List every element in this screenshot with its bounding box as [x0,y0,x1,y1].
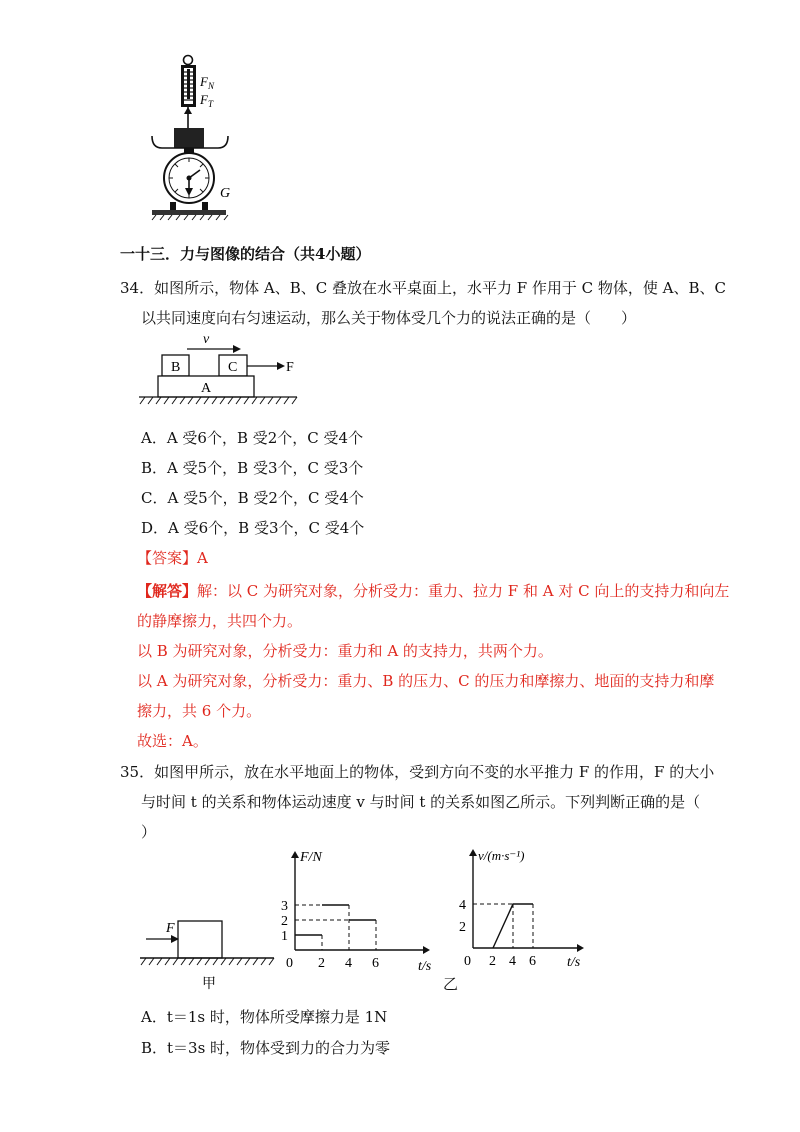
y-tick-label: 4 [459,898,466,913]
fig-jia [138,915,278,995]
y-axis-title: v/(m·s⁻¹) [478,848,525,863]
x-tick-label: 0 [464,954,471,969]
q34-stem-line1: 34．如图所示，物体 A、B、C 叠放在水平桌面上，水平力 F 作用于 C 物体，使 A、B、C [120,279,727,297]
chart-force-time [280,848,440,973]
q34-analysis-line4: 以 A 为研究对象，分析受力：重力、B 的压力、C 的压力和摩擦力、地面的支持力和摩 [137,672,715,690]
q34-option-a: A．A 受6个，B 受2个，C 受4个 [141,429,364,447]
x-tick-label: 6 [372,956,379,971]
q35-stem-line3: ） [141,823,157,841]
y-tick-label: 2 [459,920,466,935]
chart-velocity-time [445,845,595,973]
q34-analysis-line3: 以 B 为研究对象，分析受力：重力和 A 的支持力，共两个力。 [137,642,553,660]
x-tick-label: 2 [489,954,496,969]
q34-option-b: B．A 受5个，B 受3个，C 受3个 [141,459,364,477]
svg-text:FN [199,74,215,91]
y-axis-title: F/N [300,850,322,865]
q34-answer: 【答案】A [137,549,208,567]
q34-analysis-line5: 擦力，共 6 个力。 [137,702,262,720]
q34-option-d: D．A 受6个，B 受3个，C 受4个 [141,519,365,537]
block-c-label: C [228,360,238,375]
y-tick-label: 1 [281,929,288,944]
section-title: 一十三．力与图像的结合（共4小题） [120,245,371,263]
fn-sub: N [207,81,214,91]
ft-sub: T [207,99,213,109]
q34-option-c: C．A 受5个，B 受2个，C 受4个 [141,489,364,507]
jia-caption: 甲 [202,977,216,992]
x-tick-label: 2 [318,956,325,971]
x-axis-arrow [423,946,430,954]
y-tick-label: 3 [281,899,288,914]
block-a-label: A [201,381,212,396]
x-axis-arrow [577,944,584,952]
analysis-text1: 解：以 C 为研究对象，分析受力：重力、拉力 F 和 A 对 C 向上的支持力和向左 [197,582,730,600]
svg-text:FT [199,92,214,109]
x-tick-label: 4 [509,954,516,969]
v-label: v [203,332,210,347]
x-tick-label: 6 [529,954,536,969]
x-axis-title: t/s [567,955,581,970]
f-label: F [286,360,294,375]
scale-figure [140,52,250,227]
ft-label: F [200,92,208,107]
y-tick-label: 2 [281,914,288,929]
q34-analysis-line2: 的静摩擦力，共四个力。 [137,612,303,630]
jia-f-label: F [166,921,175,936]
q35-stem-line2: 与时间 t 的关系和物体运动速度 v 与时间 t 的关系如图乙所示。下列判断正确的是（ [141,793,701,811]
q34-stem-line2: 以共同速度向右匀速运动，那么关于物体受几个力的说法正确的是（ ） [141,309,637,327]
yi-caption: 乙 [443,975,459,993]
q35-stem-line1: 35．如图甲所示，放在水平地面上的物体，受到方向不变的水平推力 F 的作用，F 的大小 [120,763,715,781]
x-tick-label: 4 [345,956,352,971]
block-b-label: B [171,360,181,375]
analysis-tag: 【解答】 [137,582,198,600]
y-axis-arrow [469,849,477,856]
q34-choice: 故选：A。 [137,732,208,750]
x-axis-title: t/s [418,959,432,973]
q34-figure [137,330,307,410]
x-tick-label: 0 [286,956,293,971]
g-label: G [220,186,231,201]
y-axis-arrow [291,851,299,858]
q35-option-a: A．t＝1s 时，物体所受摩擦力是 1N [141,1008,388,1026]
q34-analysis-line1 [137,580,729,602]
fn-label: F [200,74,208,89]
q35-option-b: B．t＝3s 时，物体受到力的合力为零 [141,1039,391,1057]
